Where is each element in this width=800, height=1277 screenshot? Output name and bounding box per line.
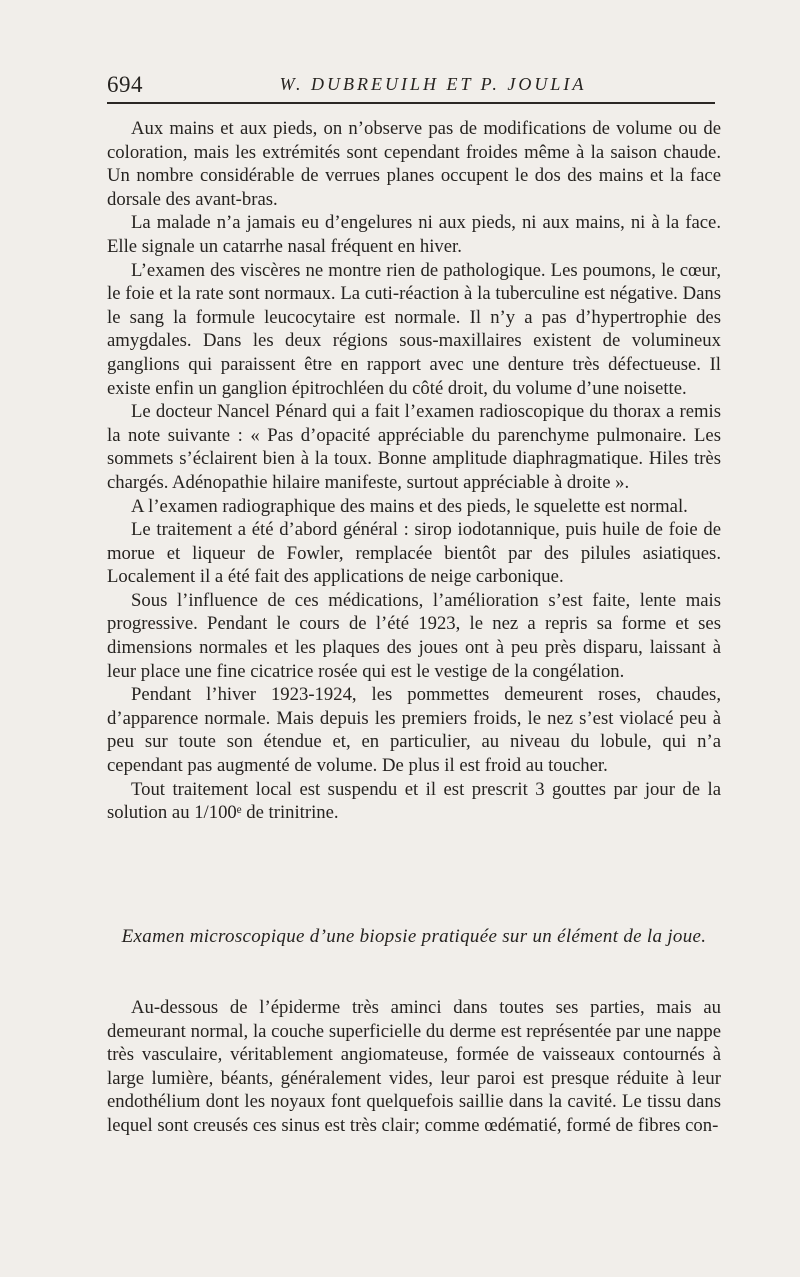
paragraph: Pendant l’hiver 1923-1924, les pommettes demeurent roses, chaudes, d’apparence normale. Mais depuis les premiers froids, le nez s’est violacé peu à peu sur toute son étendue et, en particulier, au niveau du lobule, qui n’a cependant pas augmenté de volume. De plus il est froid au toucher.	[107, 684, 721, 777]
body-text	[107, 117, 721, 825]
paragraph: A l’examen radiographique des mains et des pieds, le squelette est normal.	[131, 495, 688, 517]
paragraph: Le docteur Nancel Pénard qui a fait l’examen radioscopique du thorax a remis la note suivante : « Pas d’opacité appréciable du parenchyme pulmonaire. Les sommets s’éclairent bien à la toux. Bonne amplitude diaphragmatique. Hiles très chargés. Adénopathie hilaire manifeste, surtout appréciable à droite ».	[107, 401, 721, 493]
paragraph: Au-dessous de l’épiderme très aminci dans toutes ses parties, mais au demeurant normal, la couche superficielle du derme est représentée par une nappe très vasculaire, véritablement angiomateuse, formée de vaisseaux contournés à large lumière, béants, généralement vides, leur paroi est presque réduite à leur endothélium dont les noyaux font quelquefois saillie dans la cavité. Le tissu dans lequel sont creusés ces sinus est très clair; comme œdématié, formé de fibres con-	[107, 997, 721, 1136]
section-title: Examen microscopique d’une biopsie pratiquée sur un élément de la joue.	[121, 926, 707, 947]
paragraph: La malade n’a jamais eu d’engelures ni aux pieds, ni aux mains, ni à la face. Elle signale un catarrhe nasal fréquent en hiver.	[107, 212, 721, 257]
running-head: W. DUBREUILH ET P. JOULIA	[279, 74, 587, 94]
paragraph: Le traitement a été d’abord général : sirop iodotannique, puis huile de foie de morue et liqueur de Fowler, remplacée bientôt par des pilules asiatiques. Localement il a été fait des applications de neige carbonique.	[107, 519, 721, 588]
paragraph: L’examen des viscères ne montre rien de pathologique. Les poumons, le cœur, le foie et la rate sont normaux. La cuti-réaction à la tuberculine est négative. Dans le sang la formule leucocytaire est normale. Il n’y a pas d’hypertrophie des amygdales. Dans les deux régions sous-maxillaires existent de volumineux ganglions qui paraissent être en rapport avec une denture très défectueuse. Il existe enfin un ganglion épitrochléen du côté droit, du volume d’une noisette.	[107, 259, 721, 399]
paragraph: Tout traitement local est suspendu et il est prescrit 3 gouttes par jour de la solution au 1/100ᵉ de trinitrine.	[107, 778, 721, 824]
page-header	[107, 64, 719, 104]
body-text-continued	[107, 996, 721, 1138]
paragraph: Sous l’influence de ces médications, l’amélioration s’est faite, lente mais progressive. Pendant le cours de l’été 1923, le nez a repris sa forme et ses dimensions normales et les plaques des joues ont à peu près disparu, laissant à leur place une fine cicatrice rosée qui est le vestige de la congélation.	[107, 589, 721, 682]
page-number: 694	[107, 72, 143, 97]
paragraph: Aux mains et aux pieds, on n’observe pas de modifications de volume ou de coloration, mais les extrémités sont cependant froides même à la saison chaude. Un nombre considérable de verrues planes occupent le dos des mains et la face dorsale des avant-bras.	[107, 118, 721, 210]
header-rule	[107, 102, 715, 104]
